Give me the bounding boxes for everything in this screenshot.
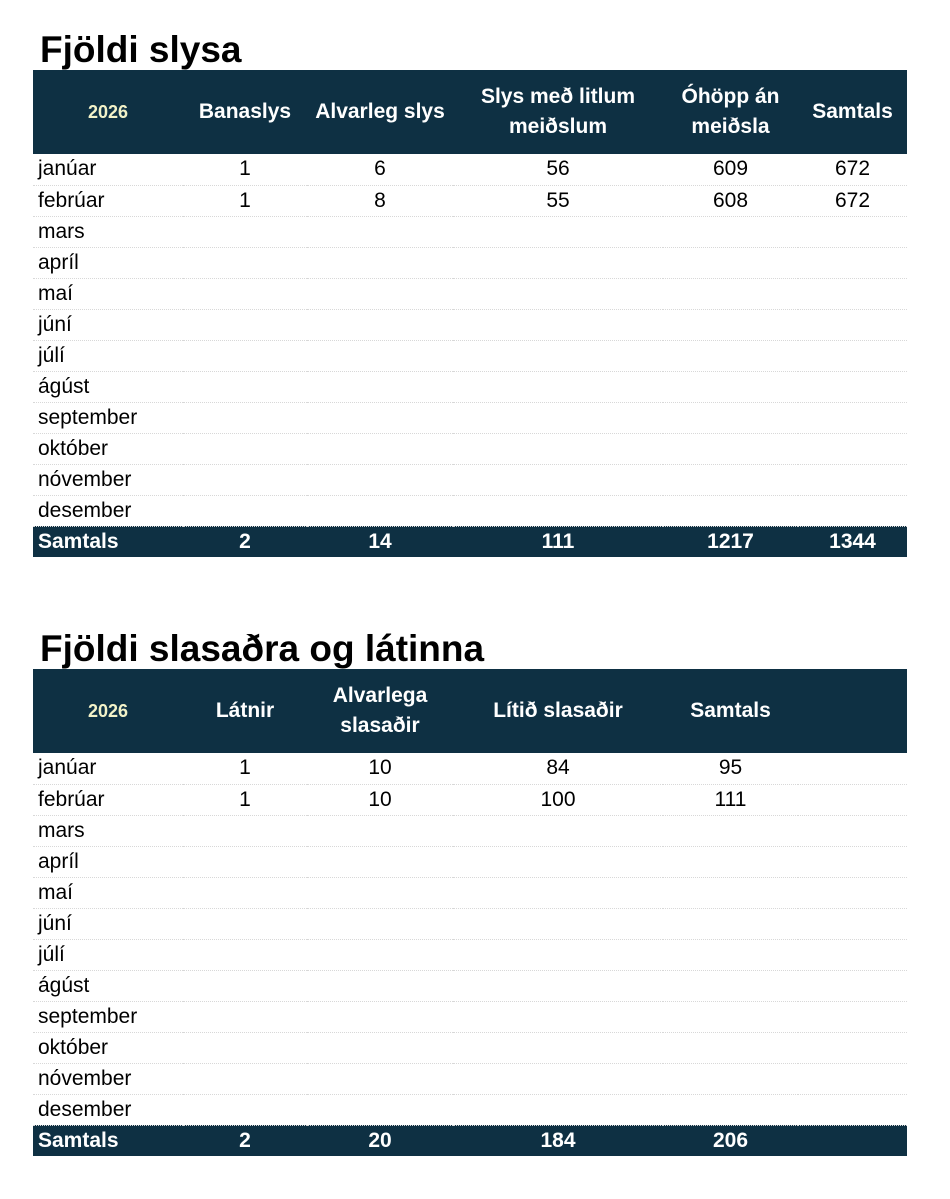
month-cell: nóvember (33, 1063, 183, 1094)
value-cell (453, 1001, 663, 1032)
value-cell (307, 309, 453, 340)
value-cell (307, 1094, 453, 1125)
table-row (33, 815, 907, 846)
table-row (33, 1032, 907, 1063)
value-cell (798, 464, 907, 495)
month-cell: desember (33, 1094, 183, 1125)
value-cell (183, 433, 307, 464)
casualties-table (33, 669, 907, 1156)
value-cell (307, 340, 453, 371)
table-row (33, 495, 907, 526)
year-header: 2026 (87, 701, 129, 721)
value-cell (663, 495, 798, 526)
accidents-total-row (33, 526, 907, 557)
value-cell (663, 1001, 798, 1032)
column-header: Samtals (812, 100, 893, 123)
table-row (33, 371, 907, 402)
table-row (33, 278, 907, 309)
value-cell (663, 970, 798, 1001)
total-cell: 1217 (707, 529, 754, 553)
value-cell (453, 309, 663, 340)
value-cell (453, 247, 663, 278)
column-header: Látnir (215, 699, 275, 722)
value-cell (307, 815, 453, 846)
value-cell (453, 340, 663, 371)
value-cell (798, 815, 907, 846)
value-cell (798, 1063, 907, 1094)
month-cell: mars (33, 815, 183, 846)
value-cell (798, 495, 907, 526)
value-cell (183, 877, 307, 908)
value-cell (663, 1063, 798, 1094)
value-cell: 100 (453, 784, 663, 815)
value-cell (453, 1032, 663, 1063)
value-cell: 672 (798, 154, 907, 185)
value-cell (798, 433, 907, 464)
value-cell (183, 846, 307, 877)
table-row (33, 247, 907, 278)
month-cell: júní (33, 908, 183, 939)
value-cell (183, 340, 307, 371)
value-cell (798, 908, 907, 939)
accidents-table-body (33, 154, 907, 526)
month-cell: desember (33, 495, 183, 526)
value-cell (453, 402, 663, 433)
value-cell (453, 495, 663, 526)
table-row (33, 970, 907, 1001)
value-cell (183, 216, 307, 247)
month-cell: maí (33, 278, 183, 309)
table-row (33, 908, 907, 939)
value-cell (307, 278, 453, 309)
total-cell: 1344 (829, 529, 876, 553)
value-cell (798, 846, 907, 877)
value-cell (663, 309, 798, 340)
month-cell: júlí (33, 340, 183, 371)
value-cell: 672 (798, 185, 907, 216)
value-cell (798, 1094, 907, 1125)
value-cell (307, 1032, 453, 1063)
value-cell (183, 371, 307, 402)
month-cell: apríl (33, 247, 183, 278)
month-cell: febrúar (33, 784, 183, 815)
value-cell (453, 939, 663, 970)
value-cell (453, 433, 663, 464)
value-cell (453, 1094, 663, 1125)
value-cell (663, 1032, 798, 1063)
table-row (33, 154, 907, 185)
month-cell: nóvember (33, 464, 183, 495)
value-cell (663, 815, 798, 846)
value-cell (663, 402, 798, 433)
accidents-title: Fjöldi slysa (40, 29, 242, 70)
value-cell (663, 908, 798, 939)
value-cell: 1 (183, 185, 307, 216)
accidents-table (33, 70, 907, 557)
casualties-title: Fjöldi slasaðra og látinna (40, 628, 485, 669)
value-cell: 8 (307, 185, 453, 216)
accidents-header-row (33, 70, 907, 154)
value-cell (453, 216, 663, 247)
value-cell (798, 939, 907, 970)
value-cell (663, 371, 798, 402)
month-cell: febrúar (33, 185, 183, 216)
year-header: 2026 (87, 102, 129, 122)
month-cell: september (33, 1001, 183, 1032)
table-row (33, 784, 907, 815)
value-cell: 95 (663, 753, 798, 784)
value-cell (183, 1094, 307, 1125)
value-cell (183, 309, 307, 340)
column-header: Slys með litlum meiðslum (480, 85, 636, 138)
value-cell (798, 1032, 907, 1063)
value-cell (663, 216, 798, 247)
month-cell: ágúst (33, 371, 183, 402)
value-cell (183, 278, 307, 309)
value-cell (663, 846, 798, 877)
month-cell: maí (33, 877, 183, 908)
month-cell: mars (33, 216, 183, 247)
value-cell (307, 877, 453, 908)
value-cell (798, 278, 907, 309)
casualties-section (33, 629, 907, 1156)
table-row (33, 846, 907, 877)
total-cell: 14 (368, 529, 392, 553)
value-cell (798, 753, 907, 784)
value-cell (663, 247, 798, 278)
column-header: Samtals (690, 699, 771, 722)
column-header: Alvarlega slasaðir (332, 684, 428, 737)
table-row (33, 402, 907, 433)
month-cell: október (33, 1032, 183, 1063)
total-cell: 184 (540, 1128, 576, 1152)
total-label: Samtals (38, 1128, 119, 1152)
value-cell (798, 784, 907, 815)
month-cell: september (33, 402, 183, 433)
value-cell (307, 433, 453, 464)
value-cell (453, 278, 663, 309)
table-row (33, 1063, 907, 1094)
total-label: Samtals (38, 529, 119, 553)
value-cell (183, 970, 307, 1001)
table-row (33, 877, 907, 908)
value-cell (798, 877, 907, 908)
value-cell (798, 216, 907, 247)
value-cell (307, 1063, 453, 1094)
month-cell: ágúst (33, 970, 183, 1001)
value-cell (798, 247, 907, 278)
value-cell (798, 402, 907, 433)
table-row (33, 464, 907, 495)
month-cell: júní (33, 309, 183, 340)
value-cell (307, 495, 453, 526)
column-header: Banaslys (198, 100, 292, 123)
casualties-total-row (33, 1125, 907, 1156)
table-row (33, 753, 907, 784)
accidents-section (33, 30, 907, 557)
value-cell (183, 1032, 307, 1063)
casualties-header-row (33, 669, 907, 753)
casualties-table-body (33, 753, 907, 1125)
value-cell: 111 (663, 784, 798, 815)
value-cell (183, 495, 307, 526)
value-cell: 609 (663, 154, 798, 185)
value-cell (307, 247, 453, 278)
table-row (33, 216, 907, 247)
total-cell: 206 (712, 1128, 749, 1152)
value-cell: 10 (307, 753, 453, 784)
value-cell (183, 1063, 307, 1094)
month-cell: janúar (33, 154, 183, 185)
value-cell (183, 1001, 307, 1032)
value-cell (183, 939, 307, 970)
value-cell: 56 (453, 154, 663, 185)
value-cell: 84 (453, 753, 663, 784)
total-cell: 20 (368, 1128, 392, 1152)
table-row (33, 185, 907, 216)
value-cell: 10 (307, 784, 453, 815)
value-cell (183, 908, 307, 939)
value-cell (307, 846, 453, 877)
value-cell (663, 340, 798, 371)
month-cell: apríl (33, 846, 183, 877)
value-cell (453, 846, 663, 877)
value-cell (183, 402, 307, 433)
value-cell (798, 1001, 907, 1032)
table-row (33, 433, 907, 464)
total-cell: 2 (239, 1128, 251, 1152)
table-row (33, 939, 907, 970)
month-cell: júlí (33, 939, 183, 970)
value-cell (798, 371, 907, 402)
value-cell (307, 402, 453, 433)
value-cell (453, 815, 663, 846)
value-cell (453, 1063, 663, 1094)
total-cell: 2 (239, 529, 251, 553)
value-cell (663, 1094, 798, 1125)
month-cell: janúar (33, 753, 183, 784)
value-cell (663, 278, 798, 309)
value-cell (183, 464, 307, 495)
total-cell: 111 (541, 529, 575, 553)
value-cell (663, 877, 798, 908)
value-cell (307, 371, 453, 402)
value-cell (307, 908, 453, 939)
value-cell (453, 371, 663, 402)
value-cell (453, 464, 663, 495)
table-row (33, 309, 907, 340)
value-cell: 55 (453, 185, 663, 216)
total-cell (798, 1125, 907, 1156)
value-cell (307, 939, 453, 970)
value-cell (453, 877, 663, 908)
column-header (798, 669, 907, 753)
value-cell (307, 216, 453, 247)
value-cell (183, 247, 307, 278)
table-row (33, 340, 907, 371)
value-cell (453, 908, 663, 939)
value-cell (798, 309, 907, 340)
value-cell: 1 (183, 753, 307, 784)
value-cell: 1 (183, 154, 307, 185)
month-cell: október (33, 433, 183, 464)
value-cell (307, 970, 453, 1001)
value-cell: 6 (307, 154, 453, 185)
value-cell (453, 970, 663, 1001)
column-header: Alvarleg slys (315, 100, 445, 123)
column-header: Lítið slasaðir (493, 699, 623, 722)
value-cell (307, 464, 453, 495)
value-cell (183, 815, 307, 846)
value-cell: 608 (663, 185, 798, 216)
value-cell (663, 939, 798, 970)
value-cell (798, 340, 907, 371)
value-cell (663, 433, 798, 464)
value-cell (798, 970, 907, 1001)
value-cell (307, 1001, 453, 1032)
table-row (33, 1094, 907, 1125)
value-cell: 1 (183, 784, 307, 815)
column-header: Óhöpp án meiðsla (681, 85, 780, 138)
value-cell (663, 464, 798, 495)
table-row (33, 1001, 907, 1032)
